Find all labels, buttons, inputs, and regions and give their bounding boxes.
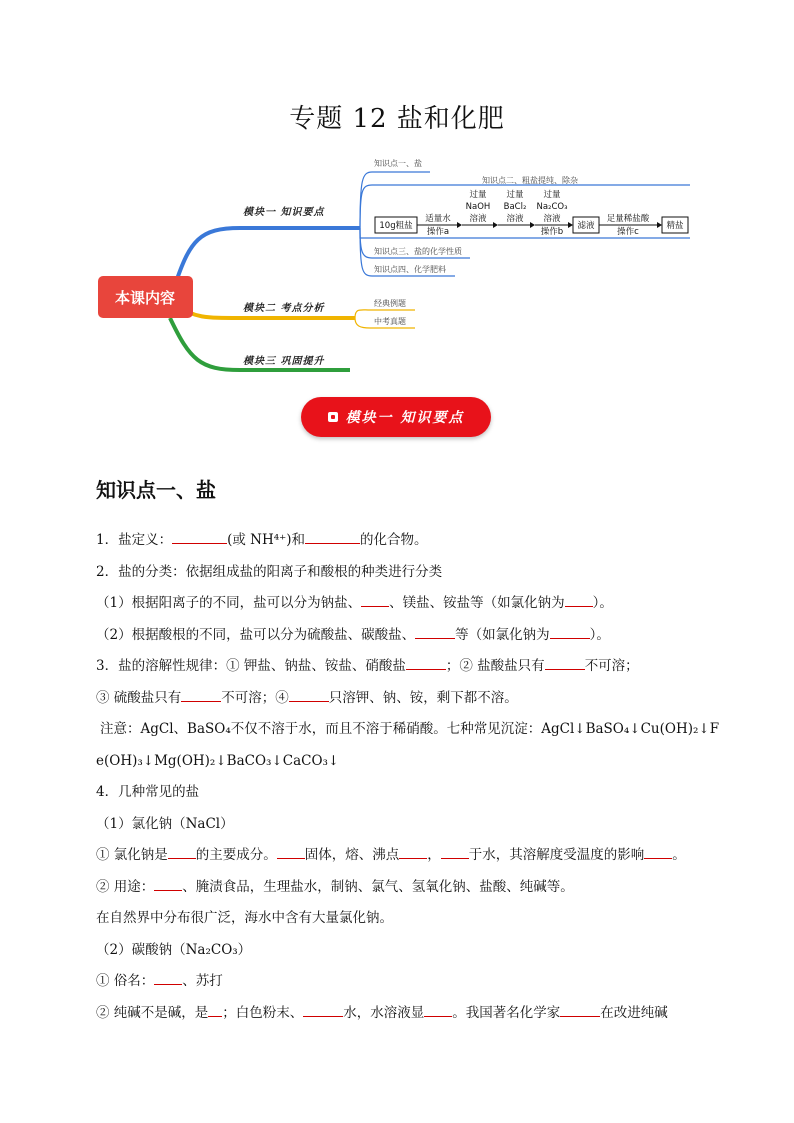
svg-text:溶液: 溶液	[506, 214, 524, 224]
text-line: ② 纯碱不是碱，是 ；白色粉末、 水，水溶液显 。我国著名化学家 在改进纯碱	[96, 1001, 716, 1033]
svg-text:过量: 过量	[543, 190, 561, 200]
answer-blank	[303, 1002, 343, 1017]
text-line: 注意：AgCl、BaSO₄不仅不溶于水，而且不溶于稀硝酸。七种常见沉淀：AgCl↓BaSO₄↓Cu(OH)₂↓F	[100, 721, 720, 737]
section-heading: 知识点一、盐	[96, 478, 216, 502]
answer-blank	[550, 624, 590, 639]
svg-text:溶液: 溶液	[469, 214, 487, 224]
text-line: 3．盐的溶解性规律：① 钾盐、钠盐、铵盐、硝酸盐 ；② 盐酸盐只有 不可溶；	[96, 654, 716, 686]
svg-text:操作c: 操作c	[617, 227, 639, 237]
answer-blank	[172, 529, 227, 544]
mind-map	[0, 150, 794, 380]
svg-text:操作a: 操作a	[426, 227, 450, 237]
answer-blank	[415, 624, 455, 639]
branch-label-module2: 模块二 考点分析	[243, 303, 325, 314]
module1-item-4: 知识点四、化学肥料	[374, 265, 446, 274]
module-banner-label: 模块一 知识要点	[345, 410, 465, 426]
module2-item-1: 经典例题	[374, 299, 406, 308]
purification-flow	[375, 189, 688, 237]
page-title: 专题 12 盐和化肥	[289, 104, 505, 134]
svg-text:NaOH: NaOH	[465, 202, 491, 212]
svg-text:过量: 过量	[469, 190, 487, 200]
answer-blank	[154, 970, 182, 985]
flow-end-box: 精盐	[666, 221, 684, 231]
svg-text:BaCl₂: BaCl₂	[503, 202, 527, 212]
text-line: ① 氯化钠是 的主要成分。 固体，熔、沸点 ， 于水，其溶解度受温度的影响 。	[96, 843, 716, 875]
answer-blank	[424, 1002, 452, 1017]
svg-text:操作b: 操作b	[540, 227, 564, 237]
answer-blank	[406, 655, 446, 670]
text-line: （2）根据酸根的不同，盐可以分为硫酸盐、碳酸盐、 等（如氯化钠为 ）。	[96, 623, 716, 655]
text-line: ③ 硫酸盐只有 不可溶；④ 只溶钾、钠、铵，剩下都不溶。	[96, 686, 716, 718]
module1-item-2: 知识点二、粗盐提纯、除杂	[482, 176, 578, 185]
flow-filtrate-box: 滤液	[577, 221, 595, 231]
module1-item-1: 知识点一、盐	[374, 159, 422, 168]
text-line: e(OH)₃↓Mg(OH)₂↓BaCO₃↓CaCO₃↓	[96, 752, 340, 769]
answer-blank	[305, 529, 360, 544]
answer-blank	[399, 844, 427, 859]
branch-label-module1: 模块一 知识要点	[243, 207, 325, 218]
text-line: 2．盐的分类：依据组成盐的阳离子和酸根的种类进行分类	[96, 563, 443, 580]
module-banner	[301, 397, 491, 437]
module1-item-3: 知识点三、盐的化学性质	[374, 247, 462, 256]
text-line: 1．盐定义： (或 NH⁴⁺)和 的化合物。	[96, 528, 716, 560]
svg-text:溶液: 溶液	[543, 214, 561, 224]
answer-blank	[441, 844, 469, 859]
answer-blank	[181, 687, 221, 702]
text-line: （1）根据阳离子的不同，盐可以分为钠盐、 、镁盐、铵盐等（如氯化钠为 ）。	[96, 591, 716, 623]
flow-start-box: 10g粗盐	[379, 221, 413, 231]
answer-blank	[289, 687, 329, 702]
book-icon	[328, 412, 338, 422]
answer-blank	[277, 844, 305, 859]
answer-blank	[154, 876, 182, 891]
mindmap-root-label: 本课内容	[114, 289, 176, 307]
answer-blank	[208, 1002, 222, 1017]
text-line: 在自然界中分布很广泛，海水中含有大量氯化钠。	[96, 910, 393, 926]
module2-item-2: 中考真题	[374, 317, 406, 326]
text-line: ① 俗名： 、苏打	[96, 969, 716, 1001]
answer-blank	[565, 592, 593, 607]
svg-text:Na₂CO₃: Na₂CO₃	[536, 202, 568, 212]
branch-line-module1	[175, 228, 360, 285]
text-line: （2）碳酸钠（Na₂CO₃）	[96, 941, 252, 958]
answer-blank	[168, 844, 196, 859]
text-line: ② 用途： 、腌渍食品，生理盐水，制钠、氯气、氢氧化钠、盐酸、纯碱等。	[96, 875, 716, 907]
text-line: 4．几种常见的盐	[96, 784, 200, 800]
svg-text:足量稀盐酸: 足量稀盐酸	[606, 214, 650, 224]
content-body	[96, 528, 720, 1032]
answer-blank	[644, 844, 672, 859]
svg-text:适量水: 适量水	[425, 214, 451, 224]
answer-blank	[361, 592, 389, 607]
svg-text:过量: 过量	[506, 190, 524, 200]
text-line: （1）氯化钠（NaCl）	[96, 815, 234, 832]
branch-label-module3: 模块三 巩固提升	[243, 356, 325, 367]
answer-blank	[560, 1002, 600, 1017]
answer-blank	[545, 655, 585, 670]
